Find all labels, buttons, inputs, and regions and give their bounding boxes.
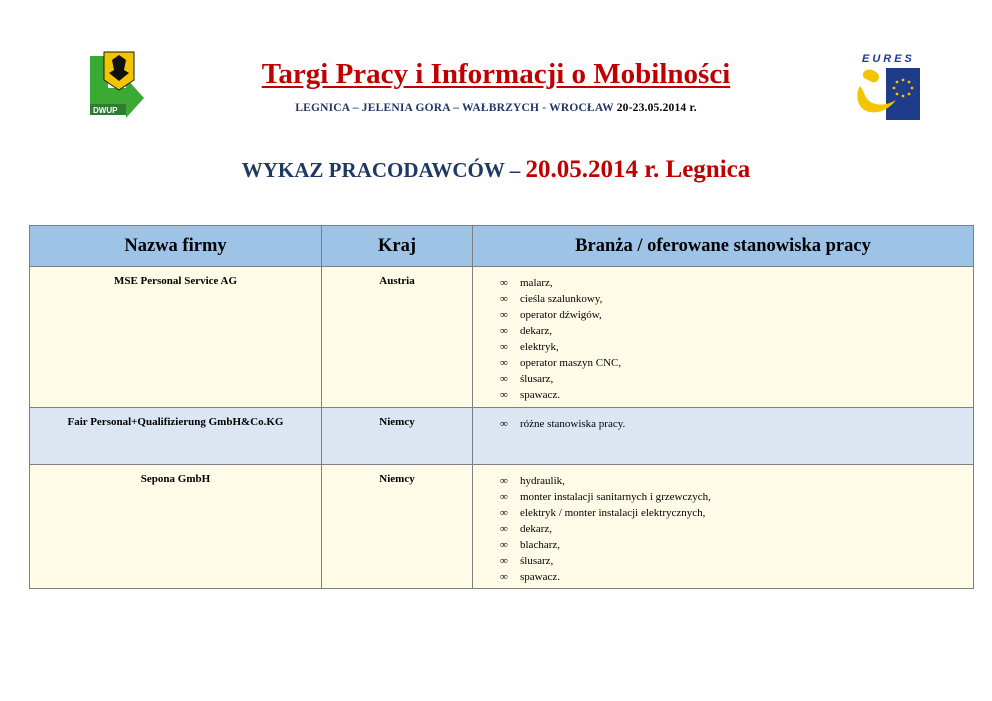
employer-list-heading (0, 156, 992, 184)
list-item: ∞ malarz, (500, 277, 553, 289)
column-header-firm: Nazwa firmy (30, 226, 322, 267)
infinity-bullet-icon: ∞ (500, 418, 508, 430)
infinity-bullet-icon: ∞ (500, 277, 508, 289)
firm-name: Fair Personal+Qualifizierung GmbH&Co.KG (30, 408, 322, 465)
list-item: ∞ operator dźwigów, (500, 309, 602, 321)
list-item: ∞ hydraulik, (500, 475, 565, 487)
list-item: ∞ blacharz, (500, 539, 560, 551)
list-item: ∞ różne stanowiska pracy. (500, 418, 626, 430)
column-header-country: Kraj (322, 226, 473, 267)
list-item: ∞ operator maszyn CNC, (500, 357, 622, 369)
infinity-bullet-icon: ∞ (500, 373, 508, 385)
positions-list (474, 416, 972, 432)
heading-date-place: 20.05.2014 r. Legnica (525, 156, 751, 183)
infinity-bullet-icon: ∞ (500, 389, 508, 401)
positions-cell (473, 465, 974, 589)
positions-cell (473, 408, 974, 465)
infinity-bullet-icon: ∞ (500, 507, 508, 519)
positions-list (474, 275, 972, 403)
positions-list (474, 473, 972, 585)
infinity-bullet-icon: ∞ (500, 309, 508, 321)
infinity-bullet-icon: ∞ (500, 491, 508, 503)
table-row (30, 465, 974, 589)
page-title: Targi Pracy i Informacji o Mobilności (261, 58, 731, 90)
firm-name: MSE Personal Service AG (30, 267, 322, 408)
infinity-bullet-icon: ∞ (500, 571, 508, 583)
list-item: ∞ monter instalacji sanitarnych i grzewczych, (500, 491, 711, 503)
event-cities: LEGNICA – JELENIA GORA – WAŁBRZYCH - WROCŁAW (295, 102, 617, 114)
infinity-bullet-icon: ∞ (500, 325, 508, 337)
event-subtitle (0, 102, 992, 114)
employers-table (29, 225, 974, 589)
firm-name: Sepona GmbH (30, 465, 322, 589)
infinity-bullet-icon: ∞ (500, 341, 508, 353)
list-item: ∞ dekarz, (500, 325, 553, 337)
list-item: ∞ elektryk, (500, 341, 559, 353)
list-item: ∞ dekarz, (500, 523, 553, 535)
heading-prefix: WYKAZ PRACODAWCÓW – (241, 158, 526, 182)
list-item: ∞ spawacz. (500, 389, 561, 401)
infinity-bullet-icon: ∞ (500, 293, 508, 305)
list-item: ∞ ślusarz, (500, 373, 554, 385)
table-header-row (30, 226, 974, 267)
list-item: ∞ elektryk / monter instalacji elektrycznych, (500, 507, 706, 519)
table-row (30, 408, 974, 465)
infinity-bullet-icon: ∞ (500, 475, 508, 487)
infinity-bullet-icon: ∞ (500, 539, 508, 551)
svg-text:DWUP: DWUP (93, 106, 118, 115)
column-header-positions: Branża / oferowane stanowiska pracy (473, 226, 974, 267)
event-dates: 20-23.05.2014 r. (616, 102, 697, 114)
list-item: ∞ spawacz. (500, 571, 561, 583)
positions-cell (473, 267, 974, 408)
infinity-bullet-icon: ∞ (500, 357, 508, 369)
infinity-bullet-icon: ∞ (500, 555, 508, 567)
svg-text:EURES: EURES (862, 53, 915, 65)
country: Niemcy (322, 465, 473, 589)
country: Niemcy (322, 408, 473, 465)
country: Austria (322, 267, 473, 408)
infinity-bullet-icon: ∞ (500, 523, 508, 535)
list-item: ∞ ślusarz, (500, 555, 554, 567)
list-item: ∞ cieśla szalunkowy, (500, 293, 603, 305)
table-row (30, 267, 974, 408)
